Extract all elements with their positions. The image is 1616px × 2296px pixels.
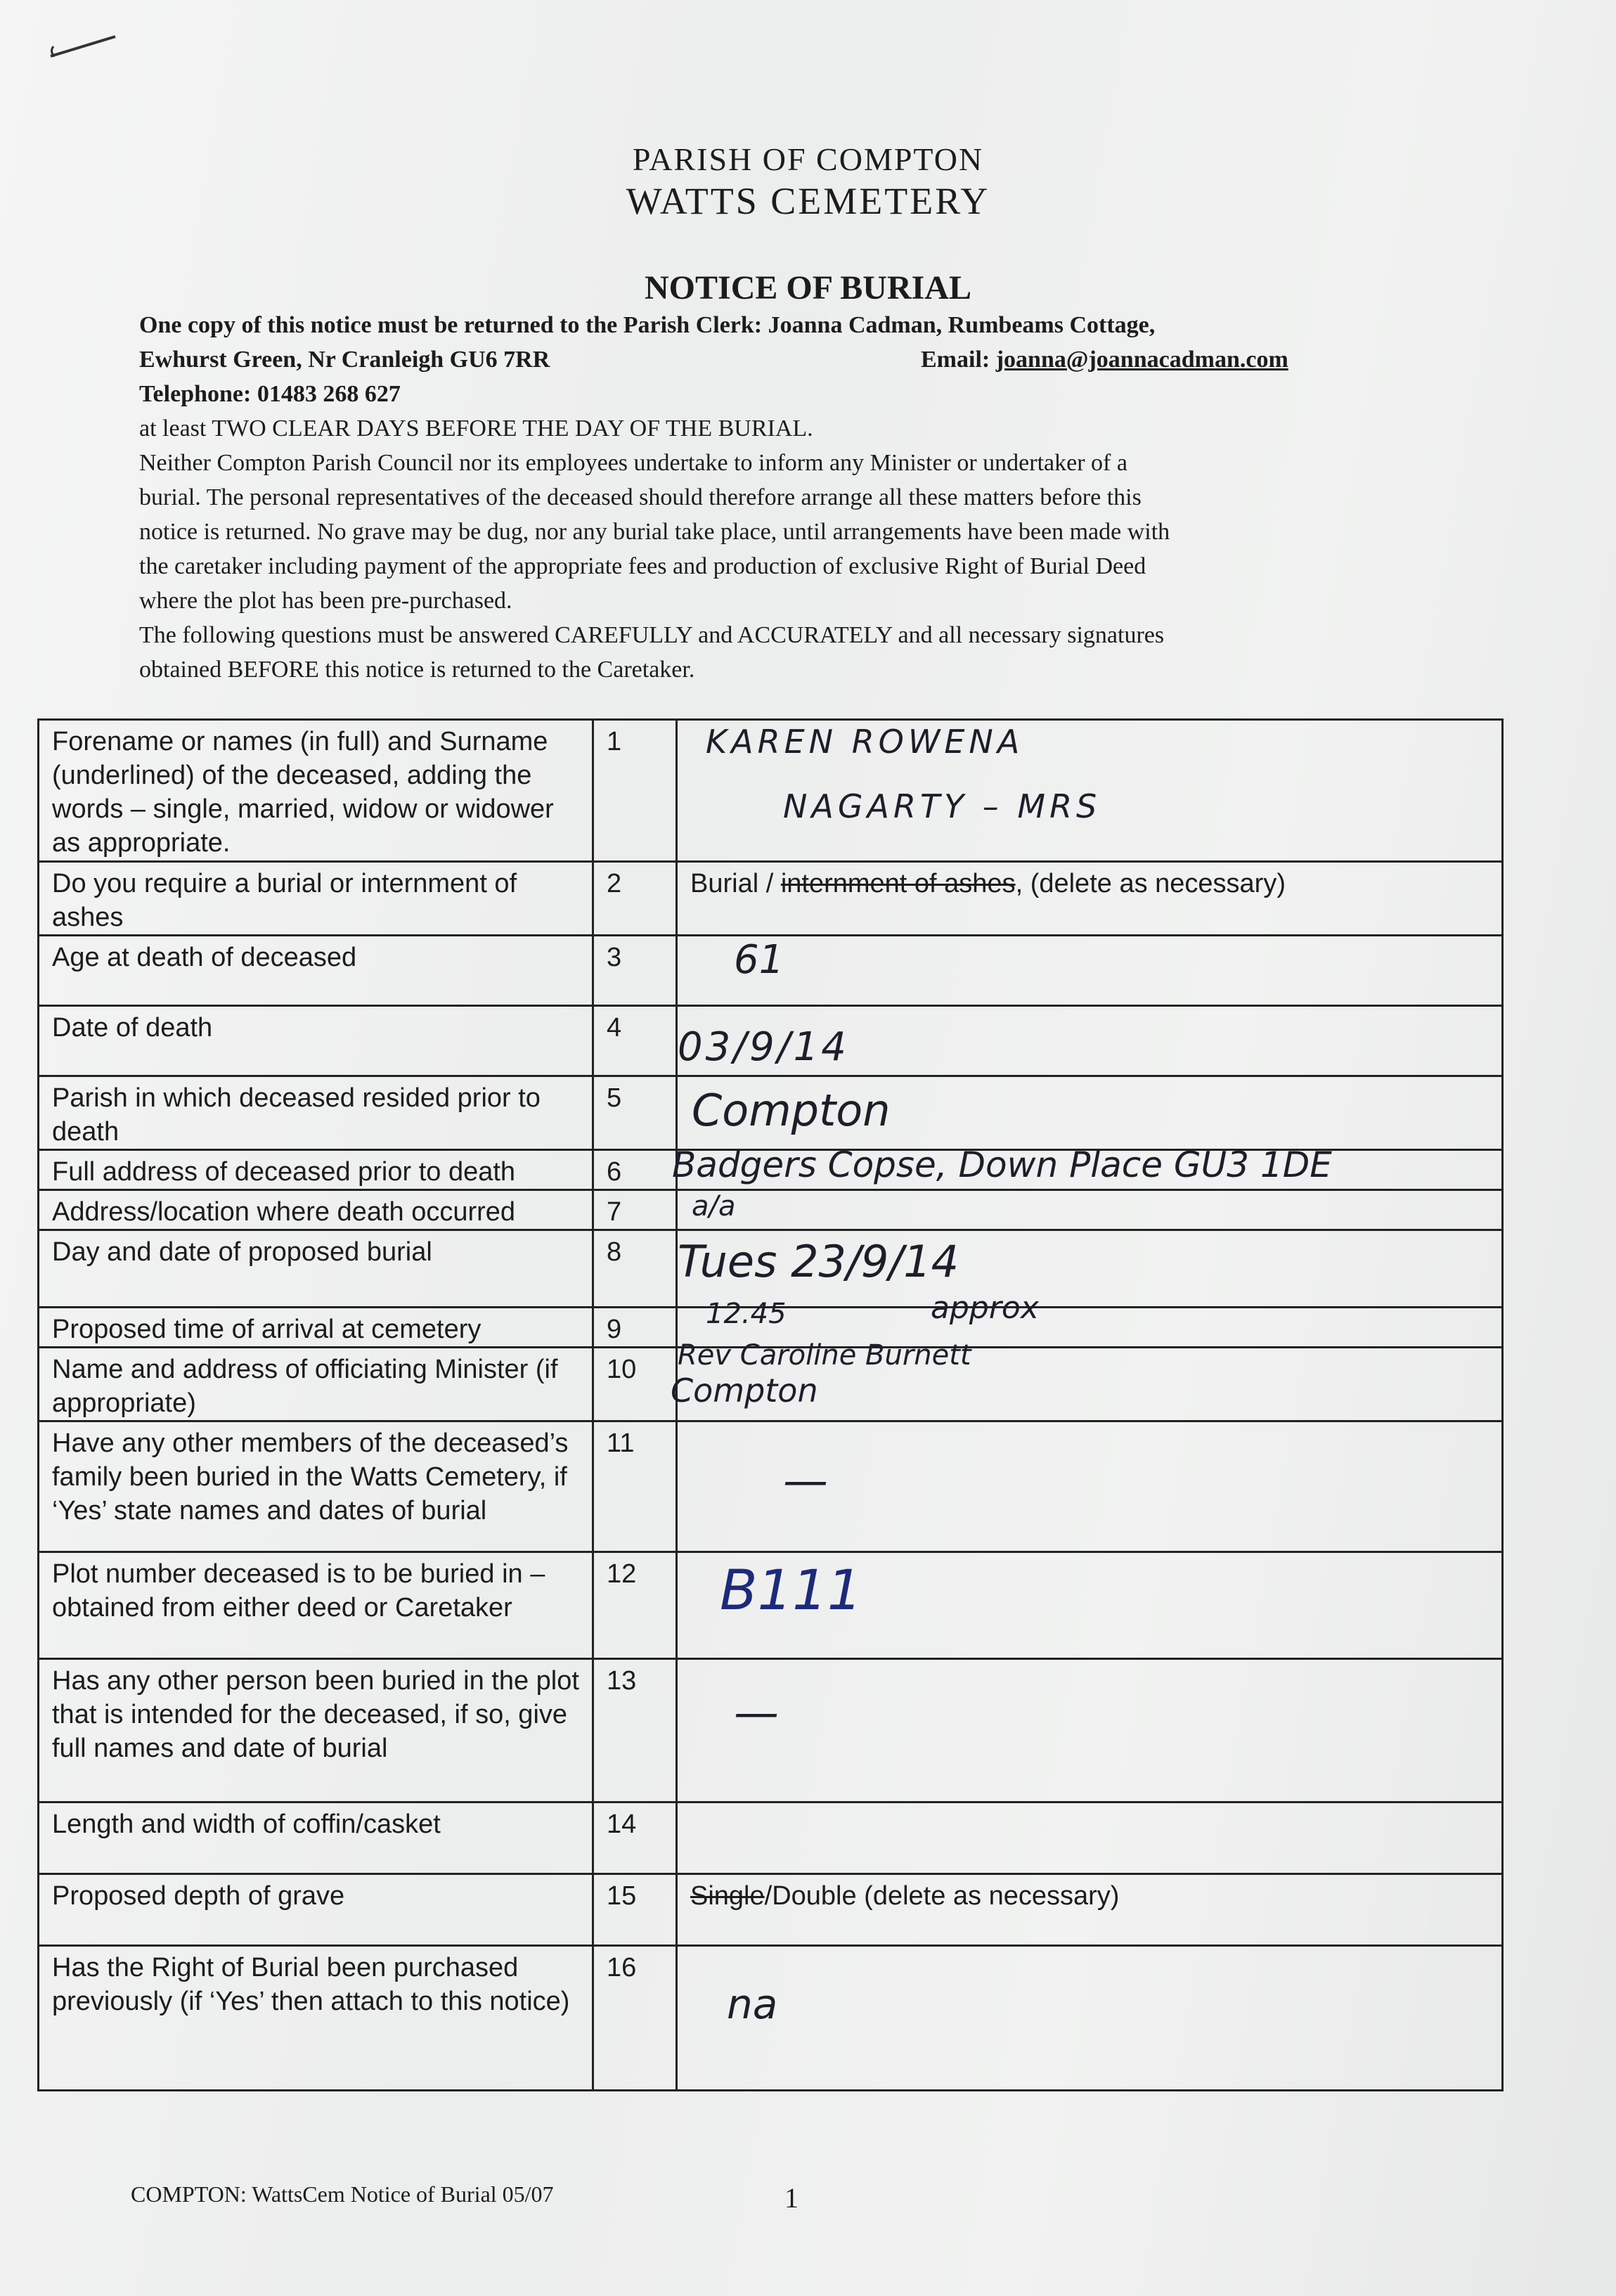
table-row — [39, 1874, 1503, 1946]
answer-parish: Compton — [692, 1085, 891, 1136]
footer-reference: COMPTON: WattsCem Notice of Burial 05/07 — [131, 2181, 554, 2207]
return-instruction: One copy of this notice must be returned to the Parish Clerk: Joanna Cadman, Rumbeams Cottage, — [139, 312, 1156, 338]
para1-line1: Neither Compton Parish Council nor its employees undertake to inform any Minister or undertaker of a — [139, 450, 1127, 476]
struck-option: internment of ashes — [780, 869, 1016, 898]
number-cell: 1 — [593, 720, 677, 862]
answer-cell[interactable] — [677, 936, 1503, 1006]
notice-title: NOTICE OF BURIAL — [645, 269, 971, 307]
table-row — [39, 1802, 1503, 1874]
printed-note: , (delete as necessary) — [1015, 869, 1286, 898]
para2-line1: The following questions must be answered CAREFULLY and ACCURATELY and all necessary signatures — [139, 622, 1165, 648]
table-row — [39, 720, 1503, 862]
question-cell: Have any other members of the deceased’s family been buried in the Watts Cemetery, if ‘Yes’ state names and dates of burial — [39, 1421, 593, 1552]
table-row — [39, 1659, 1503, 1802]
answer-address: Badgers Copse, Down Place GU3 1DE — [672, 1144, 1332, 1185]
answer-cell[interactable] — [677, 1421, 1503, 1552]
answer-cell[interactable] — [677, 1190, 1503, 1230]
deadline-text: at least TWO CLEAR DAYS BEFORE THE DAY OF THE BURIAL. — [139, 415, 813, 441]
number-cell: 16 — [593, 1946, 677, 2091]
number-cell: 13 — [593, 1659, 677, 1802]
question-cell: Address/location where death occurred — [39, 1190, 593, 1230]
clerk-address: Ewhurst Green, Nr Cranleigh GU6 7RR — [139, 347, 550, 373]
para2-line2: obtained BEFORE this notice is returned to the Caretaker. — [139, 657, 695, 683]
parish-heading: PARISH OF COMPTON — [632, 141, 984, 177]
table-row — [39, 1946, 1503, 2091]
number-cell: 10 — [593, 1348, 677, 1421]
answer-arrival-approx: approx — [931, 1290, 1039, 1326]
table-row — [39, 1150, 1503, 1190]
number-cell: 9 — [593, 1308, 677, 1348]
question-cell: Day and date of proposed burial — [39, 1230, 593, 1308]
answer-age: 61 — [734, 937, 784, 983]
question-cell: Parish in which deceased resided prior to death — [39, 1076, 593, 1150]
question-cell: Name and address of officiating Minister (if appropriate) — [39, 1348, 593, 1421]
email-link[interactable]: joanna@joannacadman.com — [995, 347, 1288, 373]
question-cell: Proposed depth of grave — [39, 1874, 593, 1946]
answer-plot-number: B111 — [720, 1559, 862, 1623]
number-cell: 15 — [593, 1874, 677, 1946]
question-cell: Date of death — [39, 1006, 593, 1076]
answer-cell[interactable] — [677, 862, 1503, 936]
answer-cell[interactable] — [677, 1946, 1503, 2091]
answer-cell[interactable] — [677, 1006, 1503, 1076]
table-row — [39, 862, 1503, 936]
answer-burial-date: Tues 23/9/14 — [678, 1236, 959, 1287]
question-cell: Length and width of coffin/casket — [39, 1802, 593, 1874]
answer-surname: NAGARTY – MRS — [783, 787, 1101, 825]
para1-line3: notice is returned. No grave may be dug, nor any burial take place, until arrangements have been made with — [139, 519, 1170, 545]
para1-line4: the caretaker including payment of the appropriate fees and production of exclusive Right of Burial Deed — [139, 553, 1146, 579]
table-row — [39, 936, 1503, 1006]
table-row — [39, 1076, 1503, 1150]
para1-line5: where the plot has been pre-purchased. — [139, 588, 512, 614]
answer-cell[interactable] — [672, 1144, 1503, 1190]
table-row — [39, 1552, 1503, 1659]
number-cell: 2 — [593, 862, 677, 936]
number-cell: 5 — [593, 1076, 677, 1150]
cemetery-heading: WATTS CEMETERY — [626, 180, 990, 222]
answer-cell[interactable] — [677, 1874, 1503, 1946]
para1-line2: burial. The personal representatives of the deceased should therefore arrange all these matters before this — [139, 484, 1142, 510]
answer-death-location: a/a — [692, 1190, 736, 1223]
answer-cell[interactable] — [671, 1339, 1503, 1421]
question-cell: Proposed time of arrival at cemetery — [39, 1308, 593, 1348]
pin-icon — [45, 28, 122, 63]
question-cell: Has any other person been buried in the plot that is intended for the deceased, if so, give full names and date of burial — [39, 1659, 593, 1802]
email-label: Email: — [921, 347, 996, 373]
answer-right-of-burial: na — [727, 1980, 778, 2028]
burial-form-table — [37, 718, 1504, 2091]
number-cell: 7 — [593, 1190, 677, 1230]
number-cell: 6 — [593, 1150, 677, 1190]
printed-note: /Double (delete as necessary) — [764, 1881, 1120, 1911]
table-row — [39, 1006, 1503, 1076]
question-cell: Plot number deceased is to be buried in – obtained from either deed or Caretaker — [39, 1552, 593, 1659]
question-cell: Has the Right of Burial been purchased previously (if ‘Yes’ then attach to this notice) — [39, 1946, 593, 2091]
answer-family-buried: — — [783, 1455, 828, 1507]
printed-option: Burial / — [690, 869, 781, 898]
answer-forenames: KAREN ROWENA — [706, 723, 1024, 761]
number-cell: 14 — [593, 1802, 677, 1874]
question-cell: Age at death of deceased — [39, 936, 593, 1006]
email-line — [921, 342, 1288, 377]
number-cell: 12 — [593, 1552, 677, 1659]
answer-cell[interactable] — [677, 1230, 1503, 1308]
answer-cell[interactable] — [677, 1659, 1503, 1802]
number-cell: 4 — [593, 1006, 677, 1076]
answer-minister-name: Rev Caroline Burnett — [678, 1339, 971, 1372]
number-cell: 8 — [593, 1230, 677, 1308]
table-row — [39, 1230, 1503, 1308]
answer-minister-address: Compton — [671, 1372, 818, 1410]
answer-arrival-time: 12.45 — [706, 1298, 787, 1330]
question-cell: Forename or names (in full) and Surname (underlined) of the deceased, adding the words – single, married, widow or widower as appropriate. — [39, 720, 593, 862]
answer-cell[interactable] — [677, 720, 1503, 862]
answer-cell[interactable] — [677, 1552, 1503, 1659]
number-cell: 3 — [593, 936, 677, 1006]
number-cell: 11 — [593, 1421, 677, 1552]
table-row — [39, 1348, 1503, 1421]
page-number: 1 — [784, 2182, 799, 2214]
table-row — [39, 1190, 1503, 1230]
answer-other-person: — — [734, 1687, 779, 1739]
answer-cell[interactable] — [677, 1076, 1503, 1150]
telephone: Telephone: 01483 268 627 — [139, 381, 401, 407]
question-cell: Do you require a burial or internment of ashes — [39, 862, 593, 936]
answer-cell[interactable] — [677, 1802, 1503, 1874]
struck-option: Single — [690, 1881, 765, 1911]
table-row — [39, 1421, 1503, 1552]
answer-date-of-death: 03/9/14 — [678, 1024, 849, 1070]
question-cell: Full address of deceased prior to death — [39, 1150, 593, 1190]
